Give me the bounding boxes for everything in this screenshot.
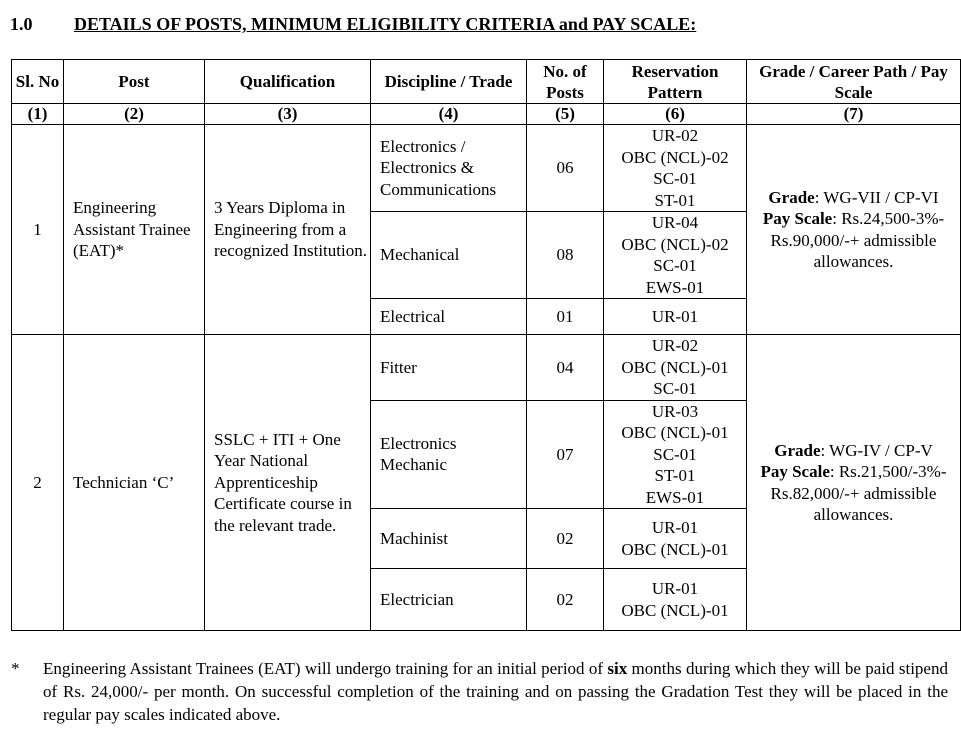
reservation-item: EWS-01 <box>645 277 705 297</box>
header-qualification: Qualification <box>205 60 371 104</box>
reservation-item: EWS-01 <box>645 487 705 507</box>
posts-table <box>11 59 961 631</box>
post-cell: Engineering Assistant Trainee (EAT)* <box>64 125 205 335</box>
discipline-cell: Mechanical <box>371 212 527 299</box>
grade-pay-cell <box>747 335 961 631</box>
reservation-item: UR-04 <box>651 213 699 232</box>
reservation-item: OBC (NCL)-02 <box>621 234 729 254</box>
post-cell: Technician ‘C’ <box>64 335 205 631</box>
reservation-item: OBC (NCL)-01 <box>621 539 729 559</box>
grade-label: Grade <box>774 440 821 460</box>
discipline-cell: Electronics Mechanic <box>371 400 527 509</box>
reservation-cell <box>604 335 747 401</box>
column-number: (2) <box>64 104 205 125</box>
grade-label: Grade <box>768 187 815 207</box>
posts-cell: 06 <box>527 125 604 212</box>
reservation-item: UR-01 <box>651 579 699 598</box>
column-number: (6) <box>604 104 747 125</box>
column-number: (4) <box>371 104 527 125</box>
reservation-item: ST-01 <box>654 466 696 485</box>
grade-value: : WG-IV / CP-V <box>820 440 933 460</box>
posts-cell: 01 <box>527 299 604 335</box>
pay-line <box>751 461 956 526</box>
header-reservation: Reservation Pattern <box>604 60 747 104</box>
reservation-item: ST-01 <box>654 190 696 210</box>
posts-cell: 02 <box>527 569 604 631</box>
reservation-item: SC-01 <box>653 256 697 275</box>
reservation-cell <box>604 299 747 335</box>
reservation-item: UR-02 <box>651 126 699 145</box>
header-row <box>12 60 961 104</box>
posts-cell: 02 <box>527 509 604 569</box>
reservation-item: SC-01 <box>653 444 697 464</box>
grade-line <box>751 187 956 209</box>
pay-label: Pay Scale <box>762 209 833 228</box>
reservation-item: UR-02 <box>651 336 699 355</box>
pay-value: : Rs.24,500-3%-Rs.90,000/-+ admissible allowances. <box>770 209 945 271</box>
discipline-cell: Electrician <box>371 569 527 631</box>
column-number: (1) <box>12 104 64 125</box>
header-discipline: Discipline / Trade <box>371 60 527 104</box>
discipline-cell: Fitter <box>371 335 527 401</box>
pay-label: Pay Scale <box>760 462 830 481</box>
grade-value: : WG-VII / CP-VI <box>814 187 939 207</box>
pay-line <box>751 208 956 273</box>
qualification-cell: SSLC + ITI + One Year National Apprenticeship Certificate course in the relevant trade. <box>205 335 371 631</box>
posts-cell: 04 <box>527 335 604 401</box>
reservation-item: OBC (NCL)-01 <box>621 423 729 442</box>
reservation-item: OBC (NCL)-01 <box>621 600 729 620</box>
discipline-cell: Machinist <box>371 509 527 569</box>
reservation-item: UR-01 <box>651 518 699 537</box>
header-sl-no: Sl. No <box>12 60 64 104</box>
reservation-item: UR-01 <box>651 306 699 326</box>
footnote-marker: * <box>11 659 20 678</box>
reservation-cell <box>604 400 747 509</box>
reservation-cell <box>604 125 747 212</box>
section-number: 1.0 <box>10 14 33 34</box>
reservation-item: SC-01 <box>653 379 697 398</box>
discipline-cell: Electronics / Electronics & Communications <box>371 125 527 212</box>
column-number-row <box>12 104 961 125</box>
table-row <box>12 335 961 401</box>
column-number: (3) <box>205 104 371 125</box>
header-grade-pay: Grade / Career Path / Pay Scale <box>747 60 961 104</box>
header-post: Post <box>64 60 205 104</box>
reservation-item: OBC (NCL)-01 <box>621 357 729 377</box>
posts-cell: 07 <box>527 400 604 509</box>
footnote-text-before: Engineering Assistant Trainees (EAT) will undergo training for an initial period of <box>43 659 608 678</box>
header-no-of-posts: No. of Posts <box>527 60 604 104</box>
sl-no-cell: 1 <box>12 125 64 335</box>
discipline-cell: Electrical <box>371 299 527 335</box>
reservation-cell <box>604 212 747 299</box>
table-row <box>12 125 961 212</box>
section-title: DETAILS OF POSTS, MINIMUM ELIGIBILITY CRITERIA and PAY SCALE: <box>74 14 697 34</box>
reservation-cell <box>604 569 747 631</box>
pay-value: : Rs.21,500/-3%-Rs.82,000/-+ admissible allowances. <box>770 462 947 524</box>
column-number: (7) <box>747 104 961 125</box>
qualification-cell: 3 Years Diploma in Engineering from a recognized Institution. <box>205 125 371 335</box>
reservation-item: UR-03 <box>651 401 699 421</box>
column-number: (5) <box>527 104 604 125</box>
reservation-item: OBC (NCL)-02 <box>621 147 729 167</box>
grade-line <box>751 440 956 462</box>
sl-no-cell: 2 <box>12 335 64 631</box>
footnote-text <box>43 657 948 726</box>
grade-pay-cell <box>747 125 961 335</box>
footnote-text-bold: six <box>607 659 628 678</box>
reservation-cell <box>604 509 747 569</box>
posts-cell: 08 <box>527 212 604 299</box>
reservation-item: SC-01 <box>653 169 697 188</box>
footnote-text-after: months during which they will be paid stipend of Rs. 24,000/- per month. On successful completion of the training and on passing the Gradation Test they will be placed in the regular pay scales indicated above. <box>43 659 948 724</box>
